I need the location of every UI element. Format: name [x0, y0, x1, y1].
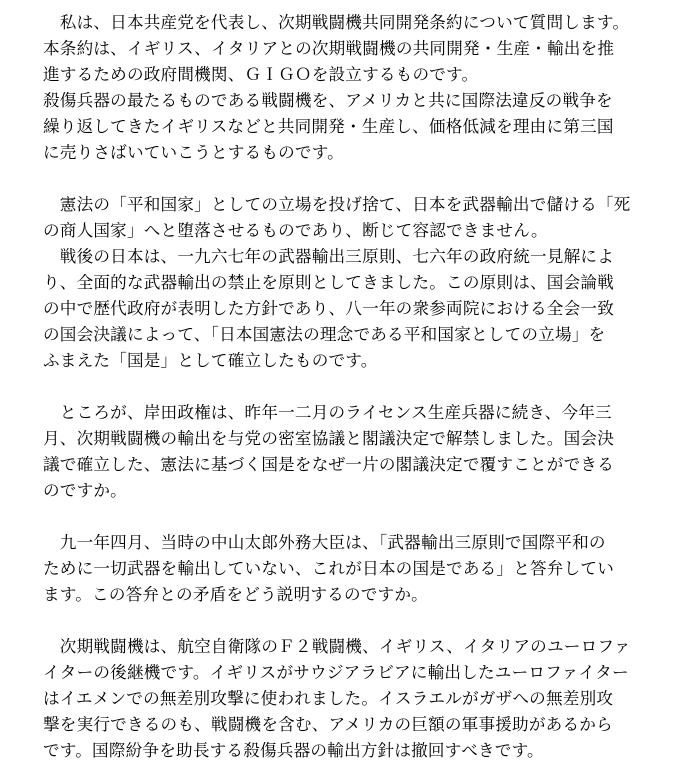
text-line: 次期戦闘機は、航空自衛隊のＦ２戦闘機、イギリス、イタリアのユーロファ	[43, 637, 631, 656]
text-line: 進するための政府間機関、ＧＩＧＯを設立するものです。	[43, 65, 479, 84]
text-line: ところが、岸田政権は、昨年一二月のライセンス生産兵器に続き、今年三	[43, 403, 612, 422]
text-line: 本条約は、イギリス、イタリアとの次期戦闘機の共同開発・生産・輸出を推	[43, 39, 615, 58]
text-line: ます。この答弁との矛盾をどう説明するのですか。	[43, 585, 428, 604]
text-line: り、全面的な武器輸出の禁止を原則としてきました。この原則は、国会論戦	[43, 273, 614, 292]
paragraph	[43, 634, 649, 764]
paragraph-gap	[43, 608, 649, 634]
text-line: イターの後継機です。イギリスがサウジアラビアに輸出したユーロファイター	[43, 663, 629, 682]
text-line: の商人国家」へと堕落させるものであり、断じて容認できません。	[43, 221, 548, 240]
text-line: のですか。	[43, 481, 127, 500]
text-line: 私は、日本共産党を代表し、次期戦闘機共同開発条約について質問します。	[43, 13, 630, 32]
text-line: 戦後の日本は、一九六七年の武器輸出三原則、七六年の政府統一見解によ	[43, 247, 614, 266]
text-line: 九一年四月、当時の中山太郎外務大臣は、「武器輸出三原則で国際平和の	[43, 533, 606, 552]
paragraph-gap	[43, 166, 649, 192]
text-line: です。国際紛争を助長する殺傷兵器の輸出方針は撤回すべきです。	[43, 741, 544, 760]
text-line: 殺傷兵器の最たるものである戦闘機を、アメリカと共に国際法違反の戦争を	[43, 91, 613, 110]
document-body	[43, 10, 649, 764]
paragraph-gap	[43, 504, 649, 530]
text-line: ふまえた「国是」として確立したものです。	[43, 351, 378, 370]
text-line: の中で歴代政府が表明した方針であり、八一年の衆参両院における全会一致	[43, 299, 614, 318]
text-line: の国会決議によって、「日本国憲法の理念である平和国家としての立場」を	[43, 325, 606, 344]
paragraph	[43, 10, 649, 166]
text-line: に売りさばいていこうとするものです。	[43, 143, 344, 162]
text-line: 撃を実行できるのも、戦闘機を含む、アメリカの巨額の軍事援助があるから	[43, 715, 613, 734]
text-line: ために一切武器を輸出していない、これが日本の国是である」と答弁してい	[43, 559, 614, 578]
text-line: 月、次期戦闘機の輸出を与党の密室協議と閣議決定で解禁しました。国会決	[43, 429, 614, 448]
paragraph	[43, 192, 649, 374]
text-line: はイエメンでの無差別攻撃に使われました。イスラエルがガザへの無差別攻	[43, 689, 614, 708]
text-line: 憲法の「平和国家」としての立場を投げ捨て、日本を武器輸出で儲ける「死	[43, 195, 631, 214]
paragraph	[43, 530, 649, 608]
paragraph	[43, 400, 649, 504]
text-line: 繰り返してきたイギリスなどと共同開発・生産し、価格低減を理由に第三国	[43, 117, 614, 136]
text-line: 議で確立した、憲法に基づく国是をなぜ一片の閣議決定で覆すことができる	[43, 455, 614, 474]
paragraph-gap	[43, 374, 649, 400]
